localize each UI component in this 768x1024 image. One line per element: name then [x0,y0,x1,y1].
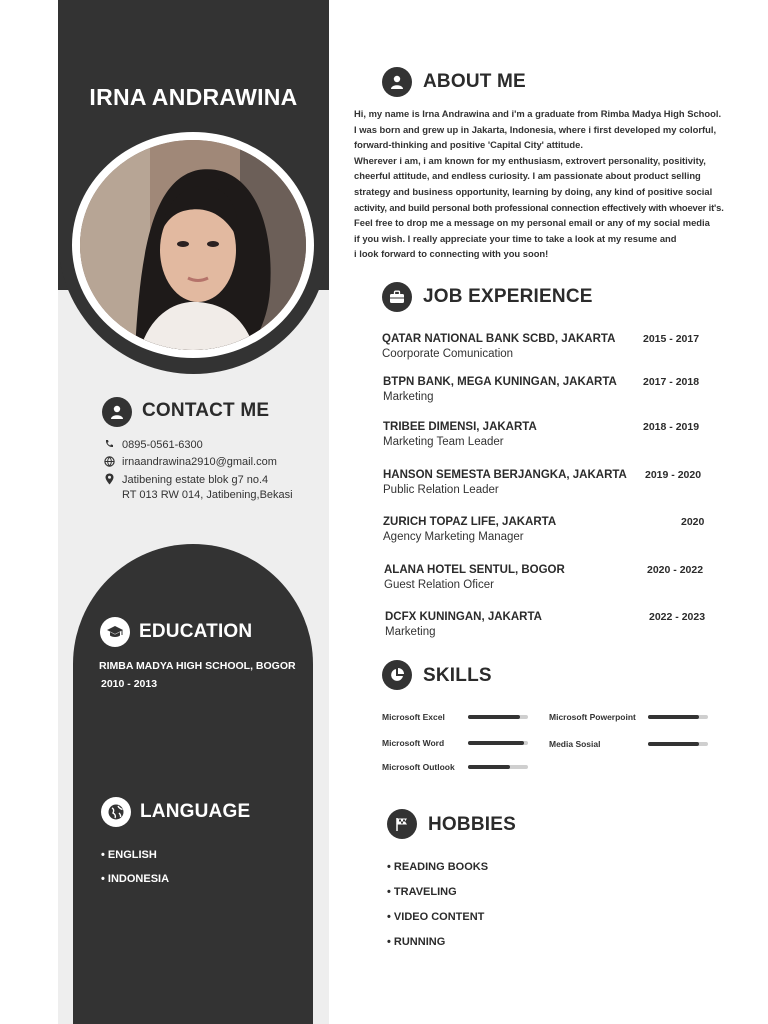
globe-icon [101,797,131,827]
education-years: 2010 - 2013 [101,678,158,690]
hobby-item: • VIDEO CONTENT [387,911,485,923]
skills-title: SKILLS [423,665,492,686]
job-years: 2020 [681,516,705,528]
about-text [354,106,764,262]
about-line: i look forward to connecting with you soon! [354,248,549,260]
about-line: strategy and business opportunity, learning by doing, any kind of positive social [354,185,713,197]
job-company: QATAR NATIONAL BANK SCBD, JAKARTA [382,333,616,345]
job-role: Marketing [385,626,436,638]
about-line: if you wish. I really appreciate your time to take a look at my resume and [354,232,677,244]
job-entry [385,611,542,638]
phone-icon [103,439,115,449]
job-experience-title: JOB EXPERIENCE [423,286,593,307]
skill-bar-fill [648,715,699,719]
job-role: Guest Relation Oficer [384,579,494,591]
about-line: Feel free to drop me a message on my personal email or any of my social media [354,217,710,229]
skill-bar [468,765,528,769]
language-item: • ENGLISH [101,849,157,861]
skill-bar [648,715,708,719]
education-panel [73,544,313,1024]
person-name: IRNA ANDRAWINA [89,84,298,110]
about-line: I was born and grew up in Jakarta, Indonesia, where i first developed my colorful, [354,123,717,135]
job-years: 2015 - 2017 [643,333,700,345]
language-item: • INDONESIA [101,873,170,885]
job-entry [383,376,617,403]
skill-bar-fill [468,765,510,769]
job-years: 2020 - 2022 [647,564,704,576]
education-title: EDUCATION [139,621,253,642]
skill-label: Microsoft Outlook [382,762,455,772]
job-role: Marketing Team Leader [383,436,504,448]
job-years: 2019 - 2020 [645,469,702,481]
job-role: Agency Marketing Manager [383,531,524,543]
job-company: ZURICH TOPAZ LIFE, JAKARTA [383,516,557,528]
about-line: Wherever i am, i am known for my enthusiasm, extrovert personality, positivity, [354,154,706,166]
skill-bar [468,715,528,719]
job-company: BTPN BANK, MEGA KUNINGAN, JAKARTA [383,376,617,388]
flag-icon [387,809,417,839]
job-entry [383,421,537,448]
about-title: ABOUT ME [423,71,526,92]
address-line-1: Jatibening estate blok g7 no.4 [122,474,269,486]
job-role: Coorporate Comunication [382,348,514,360]
hobby-item: • RUNNING [387,936,446,948]
job-years: 2017 - 2018 [643,376,700,388]
graduation-cap-icon [100,617,130,647]
skill-label: Media Sosial [549,739,601,749]
skill-bar [468,741,528,745]
location-pin-icon [103,473,115,485]
skill-bar-fill [468,741,524,745]
person-icon [382,67,412,97]
hobby-item: • TRAVELING [387,886,457,898]
job-role: Public Relation Leader [383,484,499,496]
job-role: Marketing [383,391,434,403]
contact-phone [103,439,203,451]
job-company: TRIBEE DIMENSI, JAKARTA [383,421,537,433]
about-line: forward-thinking and positive 'Capital City' attitude. [354,139,583,151]
contact-title: CONTACT ME [142,400,270,421]
job-entry [383,516,556,543]
briefcase-icon [382,282,412,312]
globe-icon [103,456,115,467]
contact-address [103,473,293,503]
phone-number[interactable]: 0895-0561-6300 [122,439,203,451]
about-line: Hi, my name is Irna Andrawina and i'm a graduate from Rimba Madya High School. [354,108,722,119]
job-entry [383,469,627,496]
job-company: ALANA HOTEL SENTUL, BOGOR [384,564,565,576]
job-company: DCFX KUNINGAN, JAKARTA [385,611,542,623]
job-years: 2022 - 2023 [649,611,706,623]
contact-email [103,456,277,468]
job-entry [384,564,565,591]
job-years: 2018 - 2019 [643,421,700,433]
skill-label: Microsoft Powerpoint [549,712,636,722]
person-icon [102,397,132,427]
job-company: HANSON SEMESTA BERJANGKA, JAKARTA [383,469,627,481]
about-line: activity, and build personal both professional connection effectively with whoever it's. [354,201,724,213]
hobby-item: • READING BOOKS [387,861,489,873]
job-entry [382,333,615,360]
about-line: cheerful attitude, and endless curiosity. I am passionate about product selling [354,170,701,182]
language-title: LANGUAGE [140,801,251,822]
pie-chart-icon [382,660,412,690]
email-address[interactable]: irnaandrawina2910@gmail.com [122,456,277,468]
address-line-2: RT 013 RW 014, Jatibening,Bekasi [122,489,293,501]
profile-photo [80,140,306,350]
education-school: RIMBA MADYA HIGH SCHOOL, BOGOR [99,660,296,672]
skill-label: Microsoft Excel [382,712,445,722]
skill-bar-fill [468,715,520,719]
skill-bar [648,742,708,746]
hobbies-title: HOBBIES [428,814,516,835]
skill-label: Microsoft Word [382,738,445,748]
skill-bar-fill [648,742,699,746]
